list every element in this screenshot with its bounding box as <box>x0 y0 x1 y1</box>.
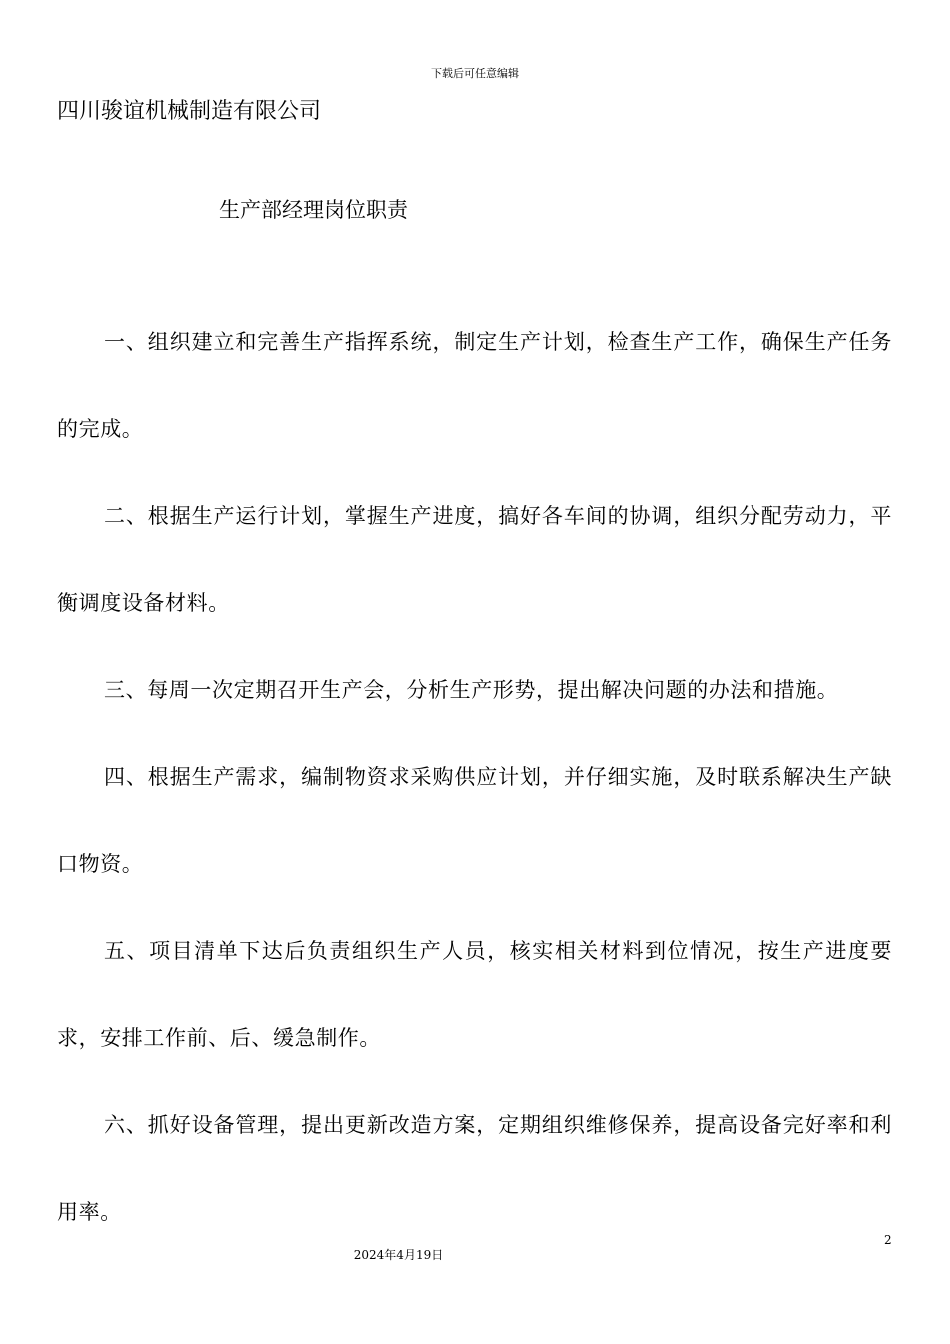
paragraph-3: 三、每周一次定期召开生产会，分析生产形势，提出解决问题的办法和措施。 <box>104 678 839 702</box>
footer-date: 2024年4月19日 <box>353 1248 444 1262</box>
paragraph-4: 四、根据生产需求，编制物资求采购供应计划，并仔细实施，及时联系解决生产缺口物资。 <box>57 765 892 876</box>
document-title: 生产部经理岗位职责 <box>219 198 408 222</box>
document-body <box>57 299 892 1256</box>
page-number: 2 <box>884 1233 892 1247</box>
header-note: 下载后可任意编辑 <box>431 67 519 80</box>
paragraph-5: 五、项目清单下达后负责组织生产人员，核实相关材料到位情况，按生产进度要求，安排工作前、后、缓急制作。 <box>57 939 892 1050</box>
paragraph-1: 一、组织建立和完善生产指挥系统，制定生产计划，检查生产工作，确保生产任务的完成。 <box>57 330 892 441</box>
company-name: 四川骏谊机械制造有限公司 <box>57 99 322 124</box>
paragraph-6: 六、抓好设备管理，提出更新改造方案，定期组织维修保养，提高设备完好率和利用率。 <box>57 1113 892 1224</box>
paragraph-2: 二、根据生产运行计划，掌握生产进度，搞好各车间的协调，组织分配劳动力，平衡调度设备材料。 <box>57 504 892 615</box>
